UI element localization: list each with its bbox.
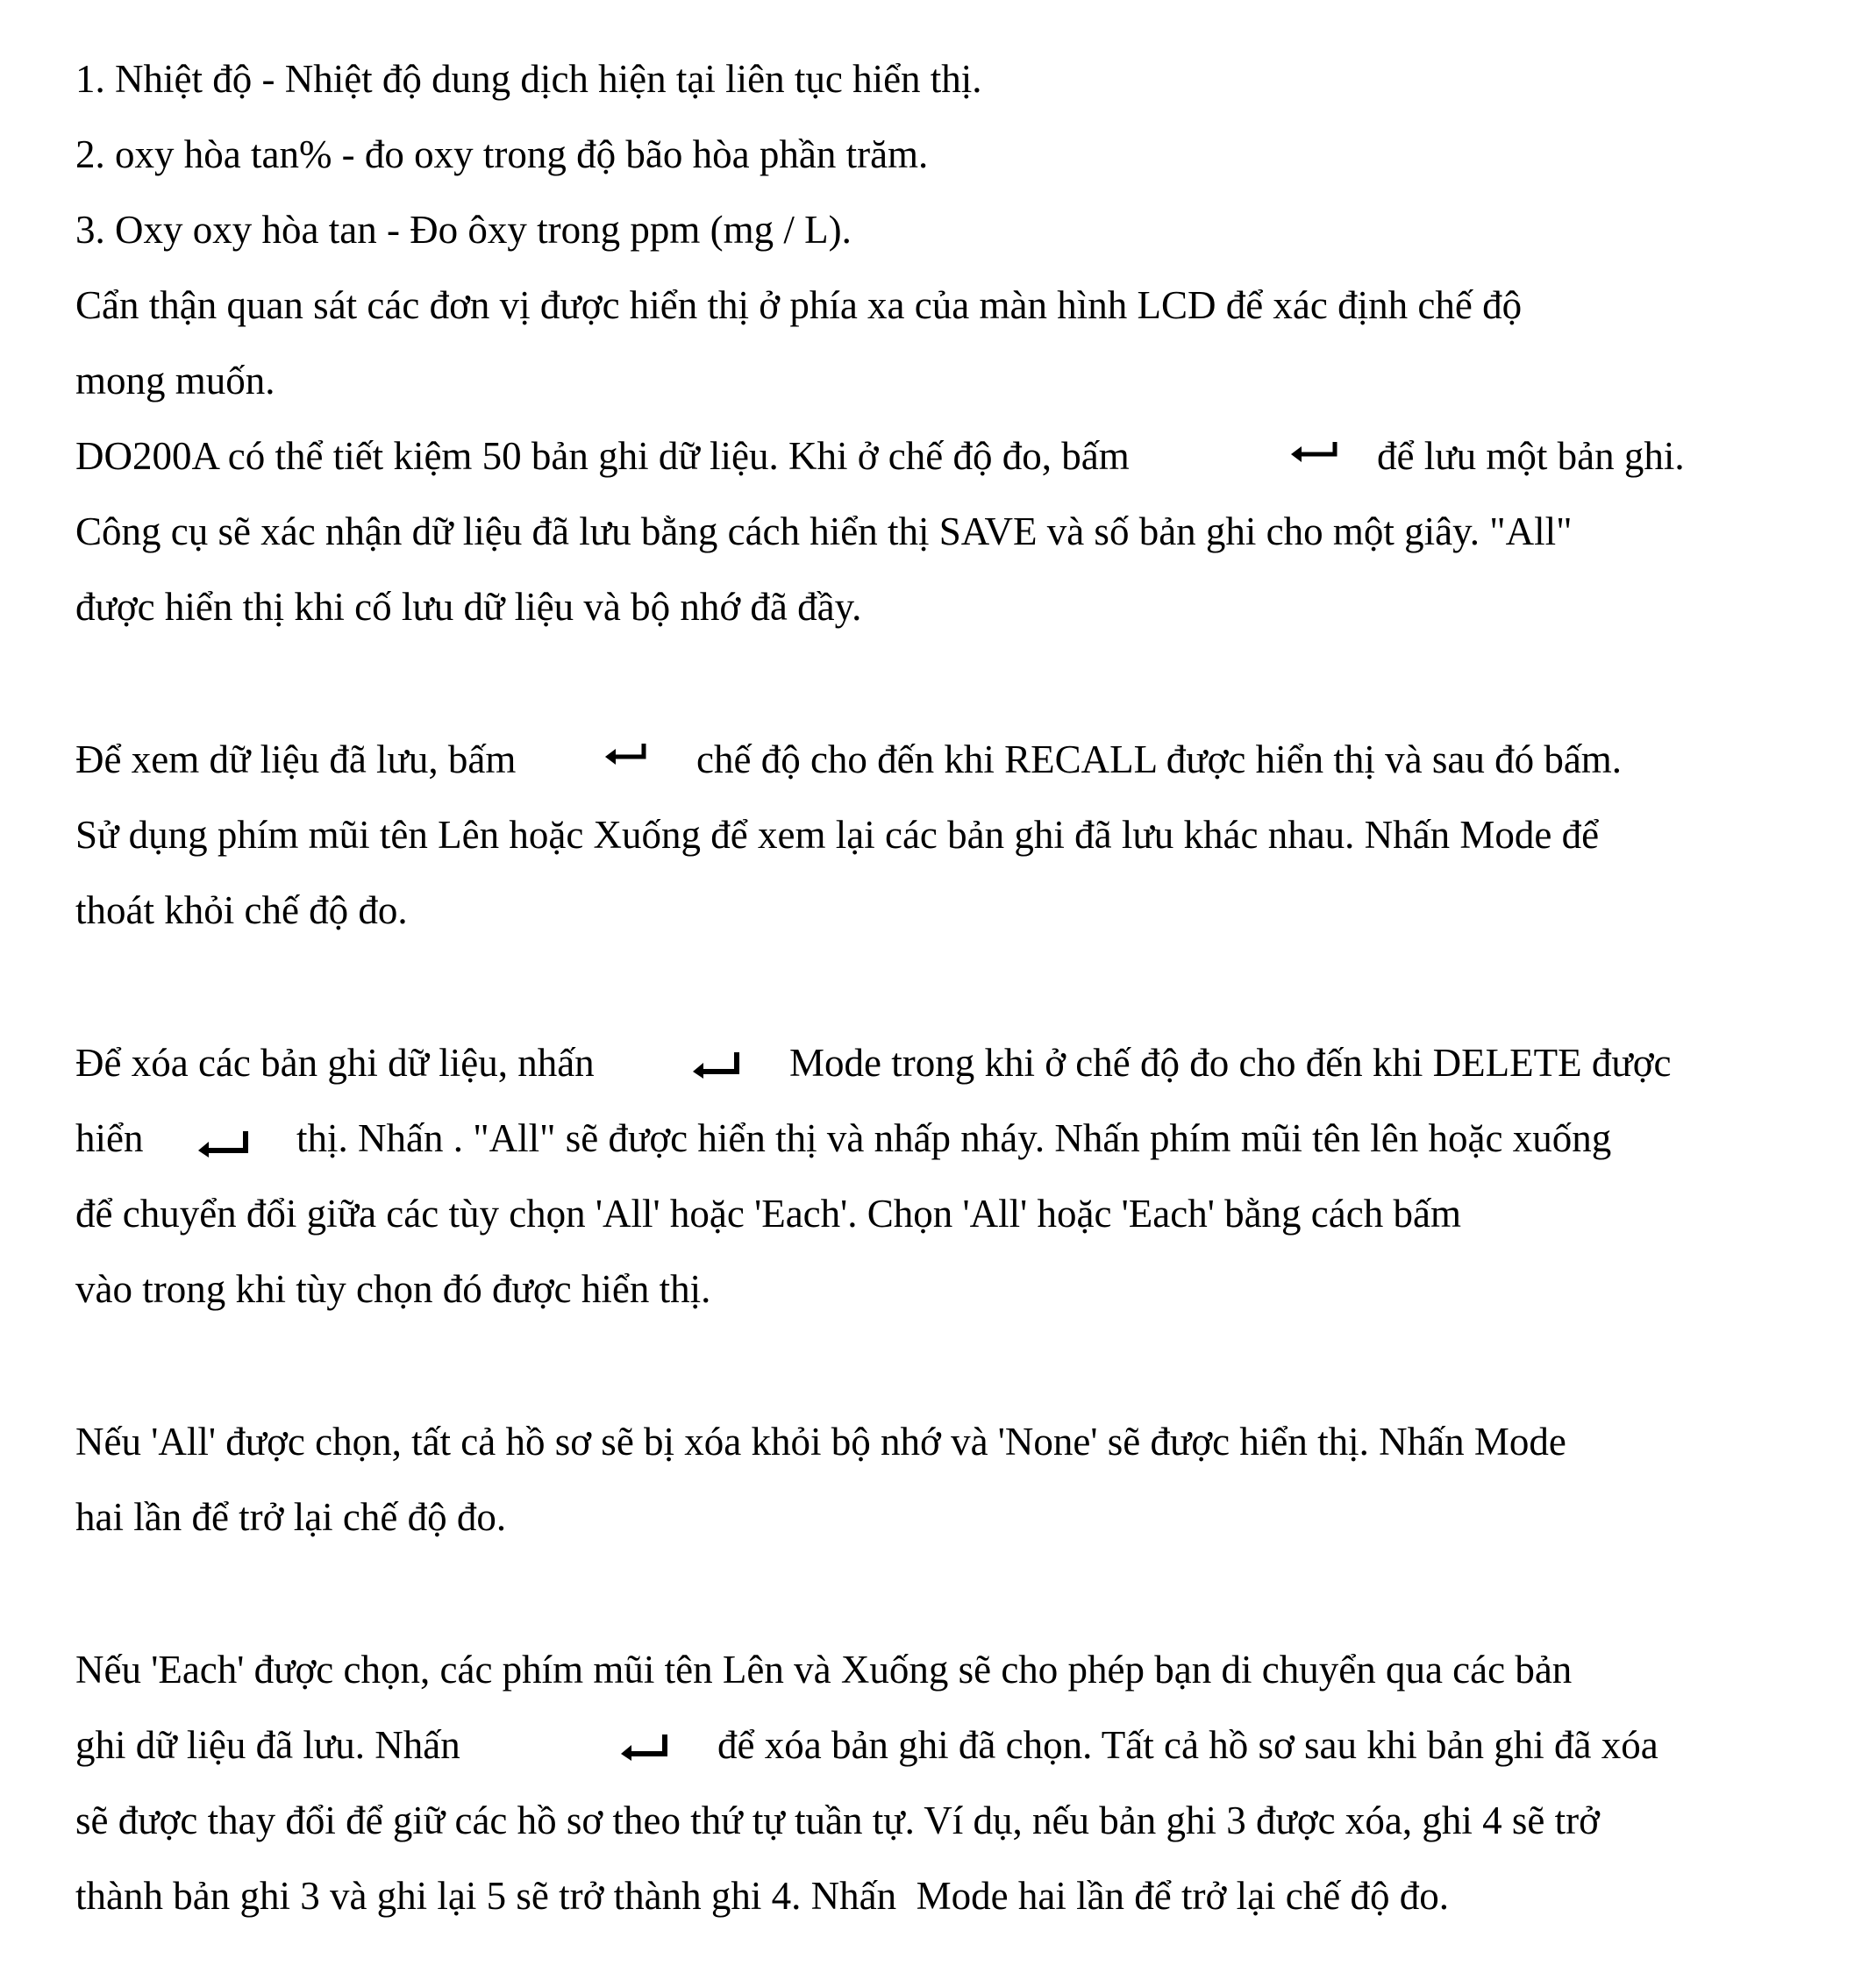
paragraph-text: thị. Nhấn . "All" sẽ được hiển thị và nhấp nháy. Nhấn phím mũi tên lên hoặc xuống: [296, 1116, 1612, 1160]
paragraph-text: ghi dữ liệu đã lưu. Nhấn: [75, 1723, 460, 1767]
paragraph-line: Nếu 'All' được chọn, tất cả hồ sơ sẽ bị xóa khỏi bộ nhớ và 'None' sẽ được hiển thị. Nhấn Mode: [75, 1420, 1566, 1464]
paragraph-line: thành bản ghi 3 và ghi lại 5 sẽ trở thành ghi 4. Nhấn Mode hai lần để trở lại chế độ đo.: [75, 1874, 1449, 1918]
enter-key-icon: [603, 742, 649, 766]
paragraph-text: chế độ cho đến khi RECALL được hiển thị và sau đó bấm.: [696, 737, 1623, 781]
paragraph-text: để xóa bản ghi đã chọn. Tất cả hồ sơ sau khi bản ghi đã xóa: [717, 1723, 1658, 1767]
list-item: 3. Oxy oxy hòa tan - Đo ôxy trong ppm (mg / L).: [75, 208, 852, 252]
paragraph-text: Để xem dữ liệu đã lưu, bấm: [75, 737, 517, 781]
paragraph-line: hai lần để trở lại chế độ đo.: [75, 1495, 507, 1539]
paragraph-line: vào trong khi tùy chọn đó được hiển thị.: [75, 1267, 711, 1311]
paragraph-line: thoát khỏi chế độ đo.: [75, 888, 408, 932]
paragraph-line: Công cụ sẽ xác nhận dữ liệu đã lưu bằng cách hiển thị SAVE và số bản ghi cho một giây. "All": [75, 509, 1573, 553]
paragraph-line-with-icon: [75, 1038, 1794, 1087]
paragraph-text: DO200A có thể tiết kiệm 50 bản ghi dữ liệu. Khi ở chế độ đo, bấm: [75, 434, 1130, 478]
list-item: 2. oxy hòa tan% - đo oxy trong độ bão hòa phần trăm.: [75, 132, 929, 176]
paragraph-line: Sử dụng phím mũi tên Lên hoặc Xuống để xem lại các bản ghi đã lưu khác nhau. Nhấn Mode để: [75, 813, 1600, 857]
paragraph-text: hiển: [75, 1116, 144, 1160]
paragraph-line: Cẩn thận quan sát các đơn vị được hiển thị ở phía xa của màn hình LCD để xác định chế độ: [75, 283, 1523, 327]
enter-key-icon: [196, 1129, 251, 1159]
paragraph-line: sẽ được thay đổi để giữ các hồ sơ theo thứ tự tuần tự. Ví dụ, nếu bản ghi 3 được xóa, ghi 4 sẽ trở: [75, 1799, 1600, 1842]
paragraph-line-with-icon: [75, 431, 1794, 481]
enter-key-icon: [619, 1733, 670, 1763]
paragraph-text: Để xóa các bản ghi dữ liệu, nhấn: [75, 1041, 595, 1085]
enter-key-icon: [1289, 440, 1340, 463]
paragraph-line: để chuyển đổi giữa các tùy chọn 'All' hoặc 'Each'. Chọn 'All' hoặc 'Each' bằng cách bấm: [75, 1192, 1461, 1236]
paragraph-line-with-icon: [75, 1720, 1794, 1770]
paragraph-line: mong muốn.: [75, 359, 275, 402]
paragraph-text: để lưu một bản ghi.: [1377, 434, 1685, 478]
paragraph-line-with-icon: [75, 1114, 1794, 1163]
paragraph-text: Mode trong khi ở chế độ đo cho đến khi DELETE được: [789, 1041, 1672, 1085]
list-item: 1. Nhiệt độ - Nhiệt độ dung dịch hiện tại liên tục hiển thị.: [75, 57, 982, 101]
paragraph-line: được hiển thị khi cố lưu dữ liệu và bộ nhớ đã đầy.: [75, 585, 862, 629]
paragraph-line-with-icon: [75, 735, 1794, 784]
enter-key-icon: [691, 1051, 742, 1080]
paragraph-line: Nếu 'Each' được chọn, các phím mũi tên Lên và Xuống sẽ cho phép bạn di chuyển qua các bản: [75, 1648, 1573, 1692]
